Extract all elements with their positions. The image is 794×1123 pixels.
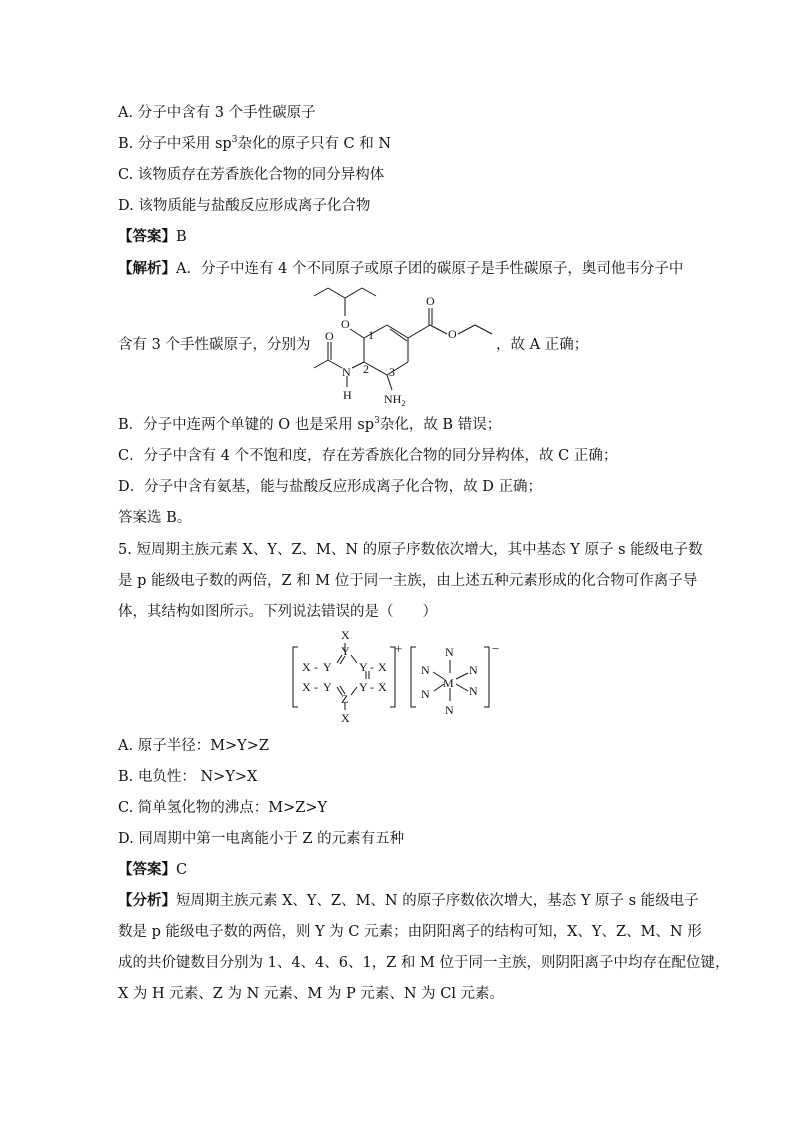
q4-analysis-b: B．分子中连两个单键的 O 也是采用 $sp^3$杂化，故 B 错误； [118, 416, 502, 433]
q5-answer: 【答案】C [118, 861, 188, 878]
n-left-upper: N [421, 663, 430, 677]
amide-oxygen-label: O [325, 329, 334, 343]
ether-oxygen-label: O [341, 317, 350, 331]
oseltamivir-structure [300, 282, 500, 414]
q5-analysis-line1: 【分析】短周期主族元素 X、Y、Z、M、N 的原子序数依次增大，基态 Y 原子 s 能级电子 [118, 892, 699, 909]
dash-right-lower: - [370, 680, 374, 694]
q4-answer: 【答案】B [118, 228, 187, 245]
amide-hydrogen-label: H [343, 388, 352, 402]
q4-analysis-c: C．分子中含有 4 个不饱和度，存在芳香族化合物的同分异构体，故 C 正确； [118, 448, 618, 464]
anion-charge: − [492, 641, 500, 656]
cation-charge: + [395, 641, 403, 656]
y-right-upper: Y [359, 660, 368, 674]
q5-analysis-line4: X 为 H 元素、Z 为 N 元素、M 为 P 元素、N 为 Cl 元素。 [118, 986, 505, 1002]
q5-option-d: D. 同周期中第一电离能小于 Z 的元素有五种 [118, 831, 405, 847]
chiral-carbon-1-label: 1 [368, 328, 374, 342]
dash-left-lower: - [314, 680, 318, 694]
z-bottom: Z [341, 692, 349, 706]
n-top: N [445, 645, 454, 659]
q4-option-a: A. 分子中含有 3 个手性碳原子 [118, 105, 316, 121]
ionic-compound-structure [288, 625, 508, 733]
carbonyl-oxygen-label: O [426, 294, 435, 308]
y-top: Y [341, 644, 350, 658]
q4-final-choice: 答案选 B。 [118, 510, 192, 526]
n-bottom: N [445, 703, 454, 717]
dash-right-upper: - [370, 660, 374, 674]
dash-left-upper: - [314, 660, 318, 674]
q5-option-c: C. 简单氢化物的沸点：M>Z>Y [118, 800, 328, 816]
x-left-upper: X [302, 660, 311, 674]
x-right-lower: X [378, 680, 387, 694]
x-right-upper: X [378, 660, 387, 674]
q5-analysis-line2: 数是 p 能级电子数的两倍，则 Y 为 C 元素；由阴阳离子的结构可知，X、Y、Z、M、N 形 [118, 924, 702, 940]
q4-analysis-line1: 【解析】A．分子中连有 4 个不同原子或原子团的碳原子是手性碳原子，奥司他韦分子中 [118, 260, 684, 277]
ester-oxygen-label: O [448, 327, 457, 341]
y-right-lower: Y [359, 680, 368, 694]
m-center: M [443, 676, 454, 690]
amide-nitrogen-label: N [342, 365, 351, 379]
x-top: X [341, 628, 350, 642]
q4-option-c: C. 该物质存在芳香族化合物的同分异构体 [118, 167, 385, 183]
x-bottom: X [341, 711, 350, 725]
y-left-upper: Y [323, 660, 332, 674]
q4-option-b: B. 分子中采用 $sp^3$杂化的原子只有 C 和 N [118, 135, 392, 152]
q5-analysis-line3: 成的共价键数目分别为 1、4、4、6、1，Z 和 M 位于同一主族，则阴阳离子中均存在配位键， [118, 955, 730, 971]
chiral-carbon-3-label: 3 [389, 365, 395, 379]
q5-option-b: B. 电负性： N>Y>X [118, 769, 258, 785]
chiral-carbon-2-label: 2 [363, 362, 369, 376]
q4-analysis-line2-prefix: 含有 3 个手性碳原子，分别为 [118, 337, 311, 353]
q5-stem-line3: 体，其结构如图所示。下列说法错误的是（ ） [118, 604, 437, 620]
n-right-lower: N [469, 684, 478, 698]
amino-group-label: $NH_2$ [384, 392, 406, 408]
q4-analysis-d: D．分子中含有氨基，能与盐酸反应形成离子化合物，故 D 正确； [118, 479, 542, 495]
q4-analysis-line2-suffix: ，故 A 正确； [496, 337, 589, 353]
x-left-lower: X [302, 680, 311, 694]
n-right-upper: N [469, 663, 478, 677]
y-left-lower: Y [323, 680, 332, 694]
q5-stem-line2: 是 p 能级电子数的两倍，Z 和 M 位于同一主族，由上述五种元素形成的化合物可作离子导 [118, 573, 698, 589]
q5-option-a: A. 原子半径：M>Y>Z [118, 738, 269, 754]
q4-option-d: D. 该物质能与盐酸反应形成离子化合物 [118, 198, 371, 214]
q5-stem-line1: 5. 短周期主族元素 X、Y、Z、M、N 的原子序数依次增大，其中基态 Y 原子 s 能级电子数 [118, 542, 703, 558]
n-left-lower: N [421, 687, 430, 701]
